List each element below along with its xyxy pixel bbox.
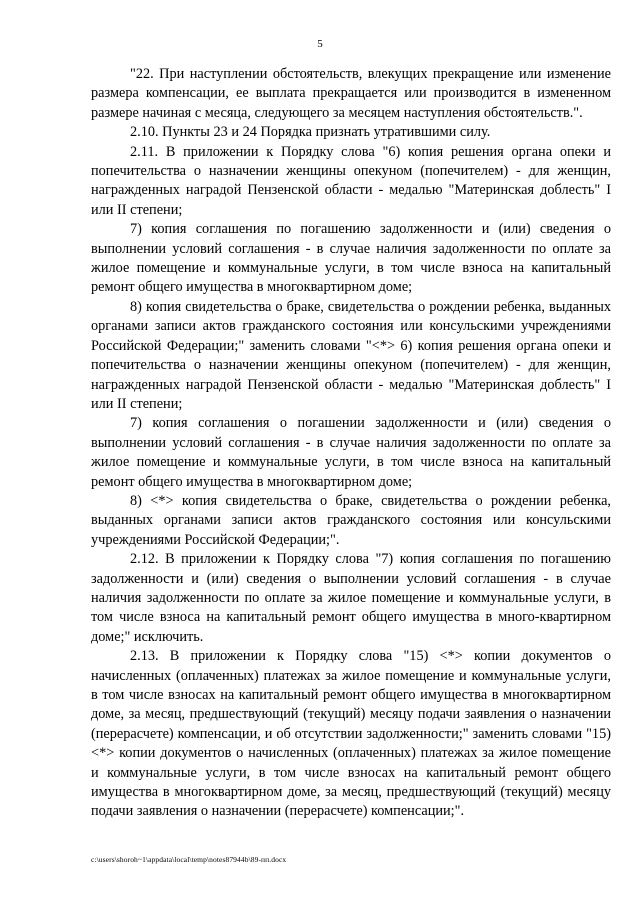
paragraph-2-13: 2.13. В приложении к Порядку слова "15) <*> копии документов о начисленных (оплаченных) платежах за жилое помещение и коммунальные услуги, в том числе взносах на капитальный ремонт общего имущества в многоквартирном доме, за месяц, предшествующий (текущий) месяцу подачи заявления о назначении (перерасчете) компенсации, и об отсутствии задолженности;" заменить словами "15) <*> копии документов о начисленных (оплаченных) платежах за жилое помещение и коммунальные услуги, в том числе взносах на капитальный ремонт общего имущества в многоквартирном доме, за месяц, предшествующий (текущий) месяцу подачи заявления о назначении (перерасчете) компенсации;". [91,648,611,820]
paragraph-2-12: 2.12. В приложении к Порядку слова "7) копия соглашения по погашению задолженности и (или) сведения о выполнении условий соглашения - в случае наличия задолженности по оплате за жилое помещение и коммунальные услуги, в том числе взноса на капитальный ремонт общего имущества в много-квартирном доме;" исключить. [91,551,611,645]
paragraph-2-11: 2.11. В приложении к Порядку слова "6) копия решения органа опеки и попечительства о назначении женщины опекуном (попечителем) - для женщин, награжденных наградой Пензенской области - медалью "Материнская доблесть" I или II степени; [91,143,611,218]
paragraph-item-7-new: 7) копия соглашения о погашении задолженности и (или) сведения о выполнении условий соглашения - в случае наличия задолженности по оплате за жилое помещение и коммунальные услуги, в том числе взноса на капитальный ремонт общего имущества в многоквартирном доме; [91,415,611,490]
document-body [91,65,611,822]
paragraph-item-8-old: 8) копия свидетельства о браке, свидетельства о рождении ребенка, выданных органами записи актов гражданского состояния или консульскими учреждениями Российской Федерации;" заменить словами "<*> 6) копия решения органа опеки и попечительства о назначении женщины опекуном (попечителем) - для женщин, награжденных наградой Пензенской области - медалью "Материнская доблесть" I или II степени; [91,298,611,412]
page-number: 5 [317,38,323,50]
paragraph-item-7-old: 7) копия соглашения по погашению задолженности и (или) сведения о выполнении условий соглашения - в случае наличия задолженности по оплате за жилое помещение и коммунальные услуги, в том числе взноса на капитальный ремонт общего имущества в многоквартирном доме; [91,221,611,296]
footer-file-path: c:\users\shoroh~1\appdata\local\temp\notes87944b\89-пп.docx [91,855,287,864]
paragraph-2-10: 2.10. Пункты 23 и 24 Порядка признать утратившими силу. [130,124,491,141]
paragraph-item-8-new: 8) <*> копия свидетельства о браке, свидетельства о рождении ребенка, выданных органами записи актов гражданского состояния или консульскими учреждениями Российской Федерации;". [91,492,611,548]
paragraph-item-22: "22. При наступлении обстоятельств, влекущих прекращение или изменение размера компенсации, ее выплата прекращается или производится в измененном размере начиная с месяца, следующего за месяцем наступления обстоятельств.". [91,66,611,121]
